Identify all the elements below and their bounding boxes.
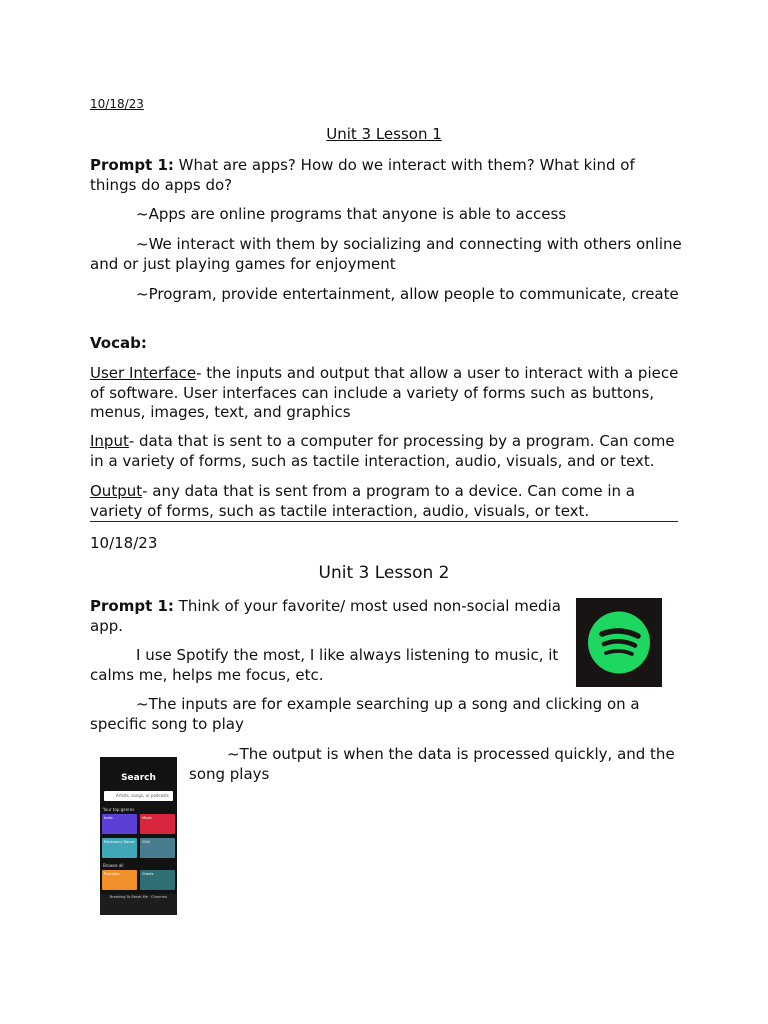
answer-3-lesson-2 bbox=[189, 745, 684, 784]
prompt-lesson-1 bbox=[90, 156, 682, 195]
spotify-search-screenshot bbox=[100, 757, 177, 915]
answer-3-lesson-1 bbox=[90, 285, 682, 305]
screenshot-tile: Electronic/ Dance bbox=[102, 838, 137, 858]
answer-1-lesson-2 bbox=[90, 646, 570, 685]
prompt-label: Prompt 1: bbox=[90, 597, 174, 615]
vocab-term: Output bbox=[90, 482, 143, 500]
answer-text: ~Apps are online programs that anyone is able to access bbox=[136, 205, 567, 223]
vocab-input bbox=[90, 432, 682, 471]
answer-text: I use Spotify the most, I like always listening to music, it calms me, helps me focus, etc. bbox=[90, 646, 559, 684]
screenshot-section-label: Your top genres bbox=[103, 807, 135, 812]
screenshot-tile: Music bbox=[140, 814, 175, 834]
vocab-user-interface bbox=[90, 364, 682, 423]
vocab-term: User Interface bbox=[90, 364, 197, 382]
answer-text: ~The output is when the data is processed quickly, and the song plays bbox=[189, 745, 675, 783]
title-lesson-1: Unit 3 Lesson 1 bbox=[326, 125, 442, 143]
date-lesson-1: 10/18/23 bbox=[90, 97, 144, 111]
screenshot-tile: Podcasts bbox=[102, 870, 137, 890]
answer-2-lesson-2 bbox=[90, 695, 682, 734]
vocab-term: Input bbox=[90, 432, 129, 450]
vocab-label: Vocab: bbox=[90, 334, 147, 352]
prompt-label: Prompt 1: bbox=[90, 156, 174, 174]
screenshot-tile: Indie bbox=[102, 814, 137, 834]
vocab-definition: - any data that is sent from a program to a device. Can come in a variety of forms, such as tactile interaction, audio, visuals, or text. bbox=[90, 482, 635, 520]
title-lesson-2: Unit 3 Lesson 2 bbox=[318, 563, 450, 583]
answer-1-lesson-1 bbox=[90, 205, 682, 225]
screenshot-browse-label: Browse all bbox=[103, 863, 124, 868]
prompt-text: Think of your favorite/ most used non-social media app. bbox=[90, 597, 561, 635]
screenshot-now-playing: Breaking To Break Me · Chromeo bbox=[110, 895, 167, 899]
answer-text: ~The inputs are for example searching up a song and clicking on a specific song to play bbox=[90, 695, 640, 733]
screenshot-tile: Charts bbox=[140, 870, 175, 890]
prompt-lesson-2 bbox=[90, 597, 570, 636]
date-lesson-2: 10/18/23 bbox=[90, 534, 158, 552]
answer-text: ~We interact with them by socializing and connecting with others online and or just playing games for enjoyment bbox=[90, 235, 682, 273]
answer-text: ~Program, provide entertainment, allow people to communicate, create bbox=[136, 285, 679, 303]
spotify-logo-image bbox=[576, 598, 662, 687]
vocab-definition: - the inputs and output that allow a user to interact with a piece of software. User interfaces can include a variety of forms such as buttons, menus, images, text, and graphics bbox=[90, 364, 679, 421]
spotify-logo-icon bbox=[576, 598, 662, 687]
vocab-heading bbox=[90, 334, 682, 354]
vocab-output bbox=[90, 482, 682, 521]
screenshot-search-bar: Artists, songs, or podcasts bbox=[104, 791, 173, 801]
screenshot-title: Search bbox=[121, 773, 156, 783]
vocab-definition: - data that is sent to a computer for processing by a program. Can come in a variety of forms, such as tactile interaction, audio, visuals, and or text. bbox=[90, 432, 675, 470]
section-divider bbox=[90, 521, 678, 522]
screenshot-tile: Chill bbox=[140, 838, 175, 858]
prompt-text: What are apps? How do we interact with them? What kind of things do apps do? bbox=[90, 156, 635, 194]
answer-2-lesson-1 bbox=[90, 235, 682, 274]
